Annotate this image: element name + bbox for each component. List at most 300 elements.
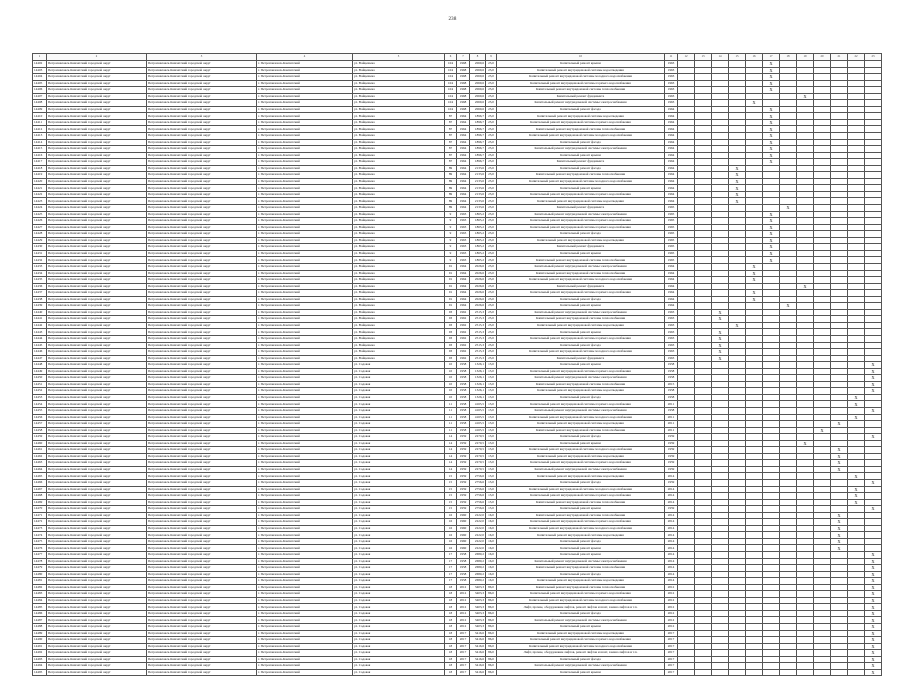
cell-mun: Петропавловск-Камчатский городской округ bbox=[47, 290, 147, 297]
cell-city: г. Петропавловск-Камчатский bbox=[257, 656, 353, 663]
cell-year: 2012 bbox=[457, 597, 470, 604]
cell-okrug: Петропавловск-Камчатский городской округ bbox=[147, 453, 257, 460]
cell-area: 2515,3 bbox=[470, 322, 486, 329]
cell-city: г. Петропавловск-Камчатский bbox=[257, 643, 353, 650]
cell-city: г. Петропавловск-Камчатский bbox=[257, 453, 353, 460]
cell-cost: 23,0 bbox=[486, 211, 497, 218]
cell-cost: 23,0 bbox=[486, 237, 497, 244]
cell-ys: 1958 bbox=[665, 368, 678, 375]
cell-mun: Петропавловск-Камчатский городской округ bbox=[47, 434, 147, 441]
cell-mun: Петропавловск-Камчатский городской округ bbox=[47, 656, 147, 663]
cell-mun: Петропавловск-Камчатский городской округ bbox=[47, 375, 147, 382]
cell-ys: 2011 bbox=[665, 427, 678, 434]
cell-cost: 23,0 bbox=[486, 335, 497, 342]
cell-mun: Петропавловск-Камчатский городской округ bbox=[47, 565, 147, 572]
cell-year: 1959 bbox=[457, 486, 470, 493]
cell-mun: Петропавловск-Камчатский городской округ bbox=[47, 388, 147, 395]
cell-ys: 1964 bbox=[665, 178, 678, 185]
cell-cost: 23,0 bbox=[486, 205, 497, 212]
column-number: 18 bbox=[780, 54, 797, 61]
cell-ys: 2014 bbox=[665, 571, 678, 578]
cell-cost: 23,0 bbox=[486, 270, 497, 277]
cross-mark: X bbox=[831, 538, 848, 545]
cell-cost: 23,0 bbox=[486, 119, 497, 126]
cell-cost: 86,0 bbox=[486, 669, 497, 676]
cell-cost: 23,0 bbox=[486, 322, 497, 329]
cell-mun: Петропавловск-Камчатский городской округ bbox=[47, 637, 147, 644]
cell-house: 104 bbox=[445, 87, 457, 94]
cell-city: г. Петропавловск-Камчатский bbox=[257, 375, 353, 382]
cell-year: 2012 bbox=[457, 591, 470, 598]
cell-street: ул. Садовая bbox=[353, 440, 445, 447]
cell-year: 2017 bbox=[457, 663, 470, 670]
cell-house: 89 bbox=[445, 185, 457, 192]
cell-city: г. Петропавловск-Камчатский bbox=[257, 552, 353, 559]
cell-cost: 16,0 bbox=[486, 519, 497, 526]
cell-work: Капитальный ремонт фасада bbox=[497, 165, 665, 172]
column-number: 9 bbox=[486, 54, 497, 61]
cell-ys: 2014 bbox=[665, 512, 678, 519]
cell-area: 2680,2 bbox=[470, 578, 486, 585]
cell-ys: 1964 bbox=[665, 191, 678, 198]
cell-mun: Петропавловск-Камчатский городской округ bbox=[47, 663, 147, 670]
cell-city: г. Петропавловск-Камчатский bbox=[257, 466, 353, 473]
cell-house: 9 bbox=[445, 218, 457, 225]
cell-year: 1964 bbox=[457, 113, 470, 120]
cell-id: 14437 bbox=[33, 290, 47, 297]
cell-mun: Петропавловск-Камчатский городской округ bbox=[47, 493, 147, 500]
cell-area: 1865,2 bbox=[470, 224, 486, 231]
cell-ys: 2017 bbox=[665, 630, 678, 637]
cell-okrug: Петропавловск-Камчатский городской округ bbox=[147, 231, 257, 238]
cell-year: 1968 bbox=[457, 80, 470, 87]
cell-mun: Петропавловск-Камчатский городской округ bbox=[47, 617, 147, 624]
cell-cost: 13,0 bbox=[486, 447, 497, 454]
cell-work: Капитальный ремонт внутридомовой системы электроснабжения bbox=[497, 100, 665, 107]
cell-area: 2133,6 bbox=[470, 191, 486, 198]
cell-year: 1959 bbox=[457, 460, 470, 467]
cell-house: 18 bbox=[445, 643, 457, 650]
cell-mun: Петропавловск-Камчатский городской округ bbox=[47, 139, 147, 146]
cell-ys: 1959 bbox=[665, 460, 678, 467]
cell-id: 14403 bbox=[33, 67, 47, 74]
cell-work: Капитальный ремонт внутридомовой системы холодного водоснабжения bbox=[497, 643, 665, 650]
cell-okrug: Петропавловск-Камчатский городской округ bbox=[147, 532, 257, 539]
cell-house: 16 bbox=[445, 519, 457, 526]
cell-ys: 2012 bbox=[665, 624, 678, 631]
cell-house: 104 bbox=[445, 93, 457, 100]
cell-work: Капитальный ремонт крыши bbox=[497, 362, 665, 369]
cell-ys: 2011 bbox=[665, 421, 678, 428]
cell-cost: 23,0 bbox=[486, 139, 497, 146]
cell-house: 16 bbox=[445, 512, 457, 519]
cell-id: 14424 bbox=[33, 205, 47, 212]
cross-mark: X bbox=[831, 519, 848, 526]
cell-okrug: Петропавловск-Камчатский городской округ bbox=[147, 205, 257, 212]
cell-id: 14436 bbox=[33, 283, 47, 290]
cell-city: г. Петропавловск-Камчатский bbox=[257, 342, 353, 349]
cell-house: 93 bbox=[445, 335, 457, 342]
cell-city: г. Петропавловск-Камчатский bbox=[257, 296, 353, 303]
cell-okrug: Петропавловск-Камчатский городской округ bbox=[147, 499, 257, 506]
cross-mark: X bbox=[763, 67, 780, 74]
cell-house: 91 bbox=[445, 283, 457, 290]
cell-ys: 1959 bbox=[665, 447, 678, 454]
cell-mun: Петропавловск-Камчатский городской округ bbox=[47, 257, 147, 264]
cell-year: 2017 bbox=[457, 669, 470, 676]
cell-mun: Петропавловск-Камчатский городской округ bbox=[47, 401, 147, 408]
cell-area: 2270,5 bbox=[470, 434, 486, 441]
cell-area: 2133,6 bbox=[470, 205, 486, 212]
cell-city: г. Петропавловск-Камчатский bbox=[257, 349, 353, 356]
cell-cost: 16,0 bbox=[486, 525, 497, 532]
cell-ys: 1964 bbox=[665, 172, 678, 179]
cell-okrug: Петропавловск-Камчатский городской округ bbox=[147, 309, 257, 316]
cell-okrug: Петропавловск-Камчатский городской округ bbox=[147, 263, 257, 270]
cell-house: 14 bbox=[445, 447, 457, 454]
cell-street: ул. Войцешека bbox=[353, 211, 445, 218]
cell-year: 1959 bbox=[457, 499, 470, 506]
cell-okrug: Петропавловск-Камчатский городской округ bbox=[147, 74, 257, 81]
cell-ys: 1964 bbox=[665, 119, 678, 126]
cell-okrug: Петропавловск-Камчатский городской округ bbox=[147, 669, 257, 676]
cell-house: 11 bbox=[445, 427, 457, 434]
cross-mark: X bbox=[848, 486, 865, 493]
cell-house: 15 bbox=[445, 480, 457, 487]
cell-id: 14408 bbox=[33, 100, 47, 107]
cell-year: 2017 bbox=[457, 656, 470, 663]
cell-id: 14456 bbox=[33, 414, 47, 421]
cell-house: 16 bbox=[445, 545, 457, 552]
cell-house: 11 bbox=[445, 407, 457, 414]
cell-year: 2012 bbox=[457, 584, 470, 591]
column-number: 19 bbox=[797, 54, 814, 61]
cell-cost: 86,0 bbox=[486, 637, 497, 644]
cell-house: 9 bbox=[445, 231, 457, 238]
cell-okrug: Петропавловск-Камчатский городской округ bbox=[147, 591, 257, 598]
cell-cost: 23,0 bbox=[486, 146, 497, 153]
cross-mark: X bbox=[865, 565, 882, 572]
cell-work: Капитальный ремонт внутридомовой системы холодного водоснабжения bbox=[497, 133, 665, 140]
cell-house: 91 bbox=[445, 263, 457, 270]
cell-year: 1962 bbox=[457, 322, 470, 329]
cell-okrug: Петропавловск-Камчатский городской округ bbox=[147, 165, 257, 172]
cell-city: г. Петропавловск-Камчатский bbox=[257, 624, 353, 631]
cell-area: 1326,1 bbox=[470, 388, 486, 395]
cell-cost: 13,0 bbox=[486, 401, 497, 408]
cell-area: 3403,3 bbox=[470, 591, 486, 598]
cross-mark: X bbox=[763, 211, 780, 218]
cross-mark: X bbox=[865, 656, 882, 663]
cell-id: 14458 bbox=[33, 427, 47, 434]
cell-okrug: Петропавловск-Камчатский городской округ bbox=[147, 538, 257, 545]
cell-area: 2270,5 bbox=[470, 466, 486, 473]
cell-area: 2069,6 bbox=[470, 93, 486, 100]
cell-mun: Петропавловск-Камчатский городской округ bbox=[47, 591, 147, 598]
cell-work: Капитальный ремонт внутридомовой системы горячего водоснабжения bbox=[497, 519, 665, 526]
cell-street: ул. Садовая bbox=[353, 493, 445, 500]
cell-okrug: Петропавловск-Камчатский городской округ bbox=[147, 434, 257, 441]
cell-id: 14431 bbox=[33, 250, 47, 257]
cell-year: 1963 bbox=[457, 257, 470, 264]
cell-year: 1960 bbox=[457, 512, 470, 519]
cell-year: 1964 bbox=[457, 191, 470, 198]
cell-area: 2515,3 bbox=[470, 355, 486, 362]
cell-year: 1958 bbox=[457, 388, 470, 395]
cell-id: 14428 bbox=[33, 231, 47, 238]
cell-city: г. Петропавловск-Камчатский bbox=[257, 506, 353, 513]
cell-city: г. Петропавловск-Камчатский bbox=[257, 309, 353, 316]
cell-year: 1964 bbox=[457, 178, 470, 185]
cell-year: 1958 bbox=[457, 427, 470, 434]
cell-area: 2515,3 bbox=[470, 335, 486, 342]
cell-work: Капитальный ремонт фундамента bbox=[497, 159, 665, 166]
cross-mark: X bbox=[831, 460, 848, 467]
cell-work: Капитальный ремонт крыши bbox=[497, 624, 665, 631]
cell-city: г. Петропавловск-Камчатский bbox=[257, 407, 353, 414]
cross-mark: X bbox=[831, 525, 848, 532]
cell-cost: 13,0 bbox=[486, 480, 497, 487]
cell-work: Капитальный ремонт фундамента bbox=[497, 93, 665, 100]
cell-mun: Петропавловск-Камчатский городской округ bbox=[47, 218, 147, 225]
cell-year: 1962 bbox=[457, 342, 470, 349]
cross-mark: X bbox=[763, 237, 780, 244]
cell-ys: 1963 bbox=[665, 67, 678, 74]
empty-mark-cell bbox=[712, 669, 729, 676]
column-number: 2 bbox=[47, 54, 147, 61]
cell-mun: Петропавловск-Камчатский городской округ bbox=[47, 237, 147, 244]
cell-work: Капитальный ремонт внутридомовой системы теплоснабжения bbox=[497, 172, 665, 179]
cell-work: Капитальный ремонт внутридомовой системы водоотведения bbox=[497, 578, 665, 585]
cell-house: 87 bbox=[445, 126, 457, 133]
cell-year: 1963 bbox=[457, 250, 470, 257]
cell-id: 14463 bbox=[33, 460, 47, 467]
cell-id: 14481 bbox=[33, 578, 47, 585]
cell-street: ул. Войцешека bbox=[353, 231, 445, 238]
cell-street: ул. Садовая bbox=[353, 650, 445, 657]
cell-work: Капитальный ремонт фундамента bbox=[497, 283, 665, 290]
cell-ys: 1964 bbox=[665, 126, 678, 133]
cell-work: Капитальный ремонт крыши bbox=[497, 61, 665, 68]
cell-okrug: Петропавловск-Камчатский городской округ bbox=[147, 250, 257, 257]
cell-city: г. Петропавловск-Камчатский bbox=[257, 316, 353, 323]
cell-street: ул. Садовая bbox=[353, 473, 445, 480]
cell-mun: Петропавловск-Камчатский городской округ bbox=[47, 61, 147, 68]
cross-mark: X bbox=[831, 421, 848, 428]
cell-work: Капитальный ремонт крыши bbox=[497, 152, 665, 159]
cell-mun: Петропавловск-Камчатский городской округ bbox=[47, 231, 147, 238]
cell-area: 2069,6 bbox=[470, 80, 486, 87]
cross-mark: X bbox=[865, 368, 882, 375]
cell-work: Капитальный ремонт внутридомовой системы горячего водоснабжения bbox=[497, 591, 665, 598]
cell-mun: Петропавловск-Камчатский городской округ bbox=[47, 80, 147, 87]
cross-mark: X bbox=[865, 388, 882, 395]
cross-mark: X bbox=[729, 191, 746, 198]
cell-street: ул. Войцешека bbox=[353, 218, 445, 225]
cell-cost: 23,0 bbox=[486, 218, 497, 225]
cell-okrug: Петропавловск-Камчатский городской округ bbox=[147, 159, 257, 166]
cell-area: 1865,2 bbox=[470, 231, 486, 238]
cell-okrug: Петропавловск-Камчатский городской округ bbox=[147, 421, 257, 428]
cell-year: 1964 bbox=[457, 133, 470, 140]
cell-cost: 86,0 bbox=[486, 604, 497, 611]
cell-area: 2069,6 bbox=[470, 106, 486, 113]
cell-street: ул. Садовая bbox=[353, 558, 445, 565]
cell-house: 89 bbox=[445, 198, 457, 205]
cell-house: 15 bbox=[445, 499, 457, 506]
cell-area: 1896,7 bbox=[470, 133, 486, 140]
cell-ys: 1958 bbox=[665, 362, 678, 369]
cell-area: 2222,0 bbox=[470, 545, 486, 552]
cell-okrug: Петропавловск-Камчатский городской округ bbox=[147, 362, 257, 369]
cell-okrug: Петропавловск-Камчатский городской округ bbox=[147, 519, 257, 526]
cell-area: 1326,1 bbox=[470, 368, 486, 375]
cell-mun: Петропавловск-Камчатский городской округ bbox=[47, 205, 147, 212]
cell-house: 104 bbox=[445, 61, 457, 68]
cell-cost: 23,0 bbox=[486, 80, 497, 87]
cross-mark: X bbox=[865, 362, 882, 369]
cell-ys: 1959 bbox=[665, 453, 678, 460]
cell-year: 1958 bbox=[457, 414, 470, 421]
cell-okrug: Петропавловск-Камчатский городской округ bbox=[147, 597, 257, 604]
cell-house: 89 bbox=[445, 191, 457, 198]
cross-mark: X bbox=[865, 637, 882, 644]
cell-street: ул. Садовая bbox=[353, 407, 445, 414]
cell-mun: Петропавловск-Камчатский городской округ bbox=[47, 335, 147, 342]
cross-mark: X bbox=[712, 309, 729, 316]
cell-okrug: Петропавловск-Камчатский городской округ bbox=[147, 656, 257, 663]
cell-work: Капитальный ремонт внутридомовой системы теплоснабжения bbox=[497, 316, 665, 323]
cell-id: 14439 bbox=[33, 303, 47, 310]
cell-area: 1865,2 bbox=[470, 211, 486, 218]
cell-city: г. Петропавловск-Камчатский bbox=[257, 480, 353, 487]
cell-ys: 1959 bbox=[665, 466, 678, 473]
cell-okrug: Петропавловск-Камчатский городской округ bbox=[147, 191, 257, 198]
cell-house: 18 bbox=[445, 584, 457, 591]
cell-cost: 23,0 bbox=[486, 309, 497, 316]
cell-ys: 2014 bbox=[665, 578, 678, 585]
cell-work: Капитальный ремонт фасада bbox=[497, 480, 665, 487]
cell-id: 14426 bbox=[33, 218, 47, 225]
cell-area: 3416,6 bbox=[470, 663, 486, 670]
cell-city: г. Петропавловск-Камчатский bbox=[257, 178, 353, 185]
cell-house: 10 bbox=[445, 394, 457, 401]
cell-okrug: Петропавловск-Камчатский городской округ bbox=[147, 322, 257, 329]
cell-work: Капитальный ремонт фасада bbox=[497, 139, 665, 146]
cross-mark: X bbox=[865, 407, 882, 414]
cell-id: 14415 bbox=[33, 146, 47, 153]
cell-id: 14460 bbox=[33, 440, 47, 447]
cell-house: 9 bbox=[445, 211, 457, 218]
cell-year: 1960 bbox=[457, 525, 470, 532]
cell-id: 14467 bbox=[33, 486, 47, 493]
cell-street: ул. Садовая bbox=[353, 610, 445, 617]
cell-cost: 13,0 bbox=[486, 434, 497, 441]
cell-cost: 23,0 bbox=[486, 106, 497, 113]
cell-house: 104 bbox=[445, 100, 457, 107]
cell-ys: 1963 bbox=[665, 349, 678, 356]
cell-year: 1968 bbox=[457, 61, 470, 68]
cell-okrug: Петропавловск-Камчатский городской округ bbox=[147, 447, 257, 454]
cell-okrug: Петропавловск-Камчатский городской округ bbox=[147, 565, 257, 572]
cell-area: 2133,6 bbox=[470, 172, 486, 179]
cell-id: 14417 bbox=[33, 159, 47, 166]
column-number: 10 bbox=[497, 54, 665, 61]
cell-okrug: Петропавловск-Камчатский городской округ bbox=[147, 460, 257, 467]
cross-mark: X bbox=[763, 87, 780, 94]
cell-house: 16 bbox=[445, 525, 457, 532]
cell-ys: 1965 bbox=[665, 231, 678, 238]
cell-cost: 23,0 bbox=[486, 93, 497, 100]
cell-house: 11 bbox=[445, 401, 457, 408]
cell-work: Капитальный ремонт внутридомовой системы водоотведения bbox=[497, 237, 665, 244]
cell-work: Капитальный ремонт внутридомовой системы горячего водоснабжения bbox=[497, 191, 665, 198]
cell-house: 91 bbox=[445, 277, 457, 284]
cell-area: 2222,0 bbox=[470, 519, 486, 526]
column-number: 5 bbox=[353, 54, 445, 61]
cell-city: г. Петропавловск-Камчатский bbox=[257, 198, 353, 205]
cell-city: г. Петропавловск-Камчатский bbox=[257, 532, 353, 539]
cell-city: г. Петропавловск-Камчатский bbox=[257, 126, 353, 133]
cell-ys: 1964 bbox=[665, 270, 678, 277]
cell-id: 14492 bbox=[33, 650, 47, 657]
cell-year: 1964 bbox=[457, 263, 470, 270]
cell-house: 14 bbox=[445, 460, 457, 467]
cell-area: 3403,3 bbox=[470, 604, 486, 611]
cell-mun: Петропавловск-Камчатский городской округ bbox=[47, 578, 147, 585]
cell-id: 14412 bbox=[33, 126, 47, 133]
cell-city: г. Петропавловск-Камчатский bbox=[257, 578, 353, 585]
cell-ys: 2014 bbox=[665, 552, 678, 559]
cell-street: ул. Садовая bbox=[353, 512, 445, 519]
cell-mun: Петропавловск-Камчатский городской округ bbox=[47, 407, 147, 414]
cell-id: 14435 bbox=[33, 277, 47, 284]
cell-cost: 23,0 bbox=[486, 61, 497, 68]
cell-ys: 2014 bbox=[665, 565, 678, 572]
cell-mun: Петропавловск-Камчатский городской округ bbox=[47, 519, 147, 526]
cell-mun: Петропавловск-Камчатский городской округ bbox=[47, 480, 147, 487]
cell-area: 2756,6 bbox=[470, 493, 486, 500]
cell-work: Капитальный ремонт внутридомовой системы холодного водоснабжения bbox=[497, 525, 665, 532]
cell-street: ул. Садовая bbox=[353, 486, 445, 493]
cell-street: ул. Войцешека bbox=[353, 152, 445, 159]
cell-city: г. Петропавловск-Камчатский bbox=[257, 381, 353, 388]
cell-year: 1958 bbox=[457, 368, 470, 375]
cell-city: г. Петропавловск-Камчатский bbox=[257, 663, 353, 670]
cell-work: Капитальный ремонт фасада bbox=[497, 434, 665, 441]
cell-work: Капитальный ремонт внутридомовой системы холодного водоснабжения bbox=[497, 178, 665, 185]
cell-work: Капитальный ремонт фундамента bbox=[497, 355, 665, 362]
cross-mark: X bbox=[763, 113, 780, 120]
cell-street: ул. Садовая bbox=[353, 362, 445, 369]
cell-okrug: Петропавловск-Камчатский городской округ bbox=[147, 100, 257, 107]
cell-id: 14471 bbox=[33, 512, 47, 519]
cell-id: 14486 bbox=[33, 610, 47, 617]
cell-id: 14472 bbox=[33, 519, 47, 526]
cell-id: 14419 bbox=[33, 172, 47, 179]
cell-ys: 1965 bbox=[665, 250, 678, 257]
cell-cost: 13,0 bbox=[486, 506, 497, 513]
cell-area: 2026,6 bbox=[470, 283, 486, 290]
cell-area: 2026,6 bbox=[470, 296, 486, 303]
cell-street: ул. Войцешека bbox=[353, 178, 445, 185]
cell-ys: 1964 bbox=[665, 133, 678, 140]
cell-okrug: Петропавловск-Камчатский городской округ bbox=[147, 552, 257, 559]
cell-area: 1896,7 bbox=[470, 159, 486, 166]
cell-city: г. Петропавловск-Камчатский bbox=[257, 388, 353, 395]
column-number: 20 bbox=[814, 54, 831, 61]
cell-okrug: Петропавловск-Камчатский городской округ bbox=[147, 211, 257, 218]
